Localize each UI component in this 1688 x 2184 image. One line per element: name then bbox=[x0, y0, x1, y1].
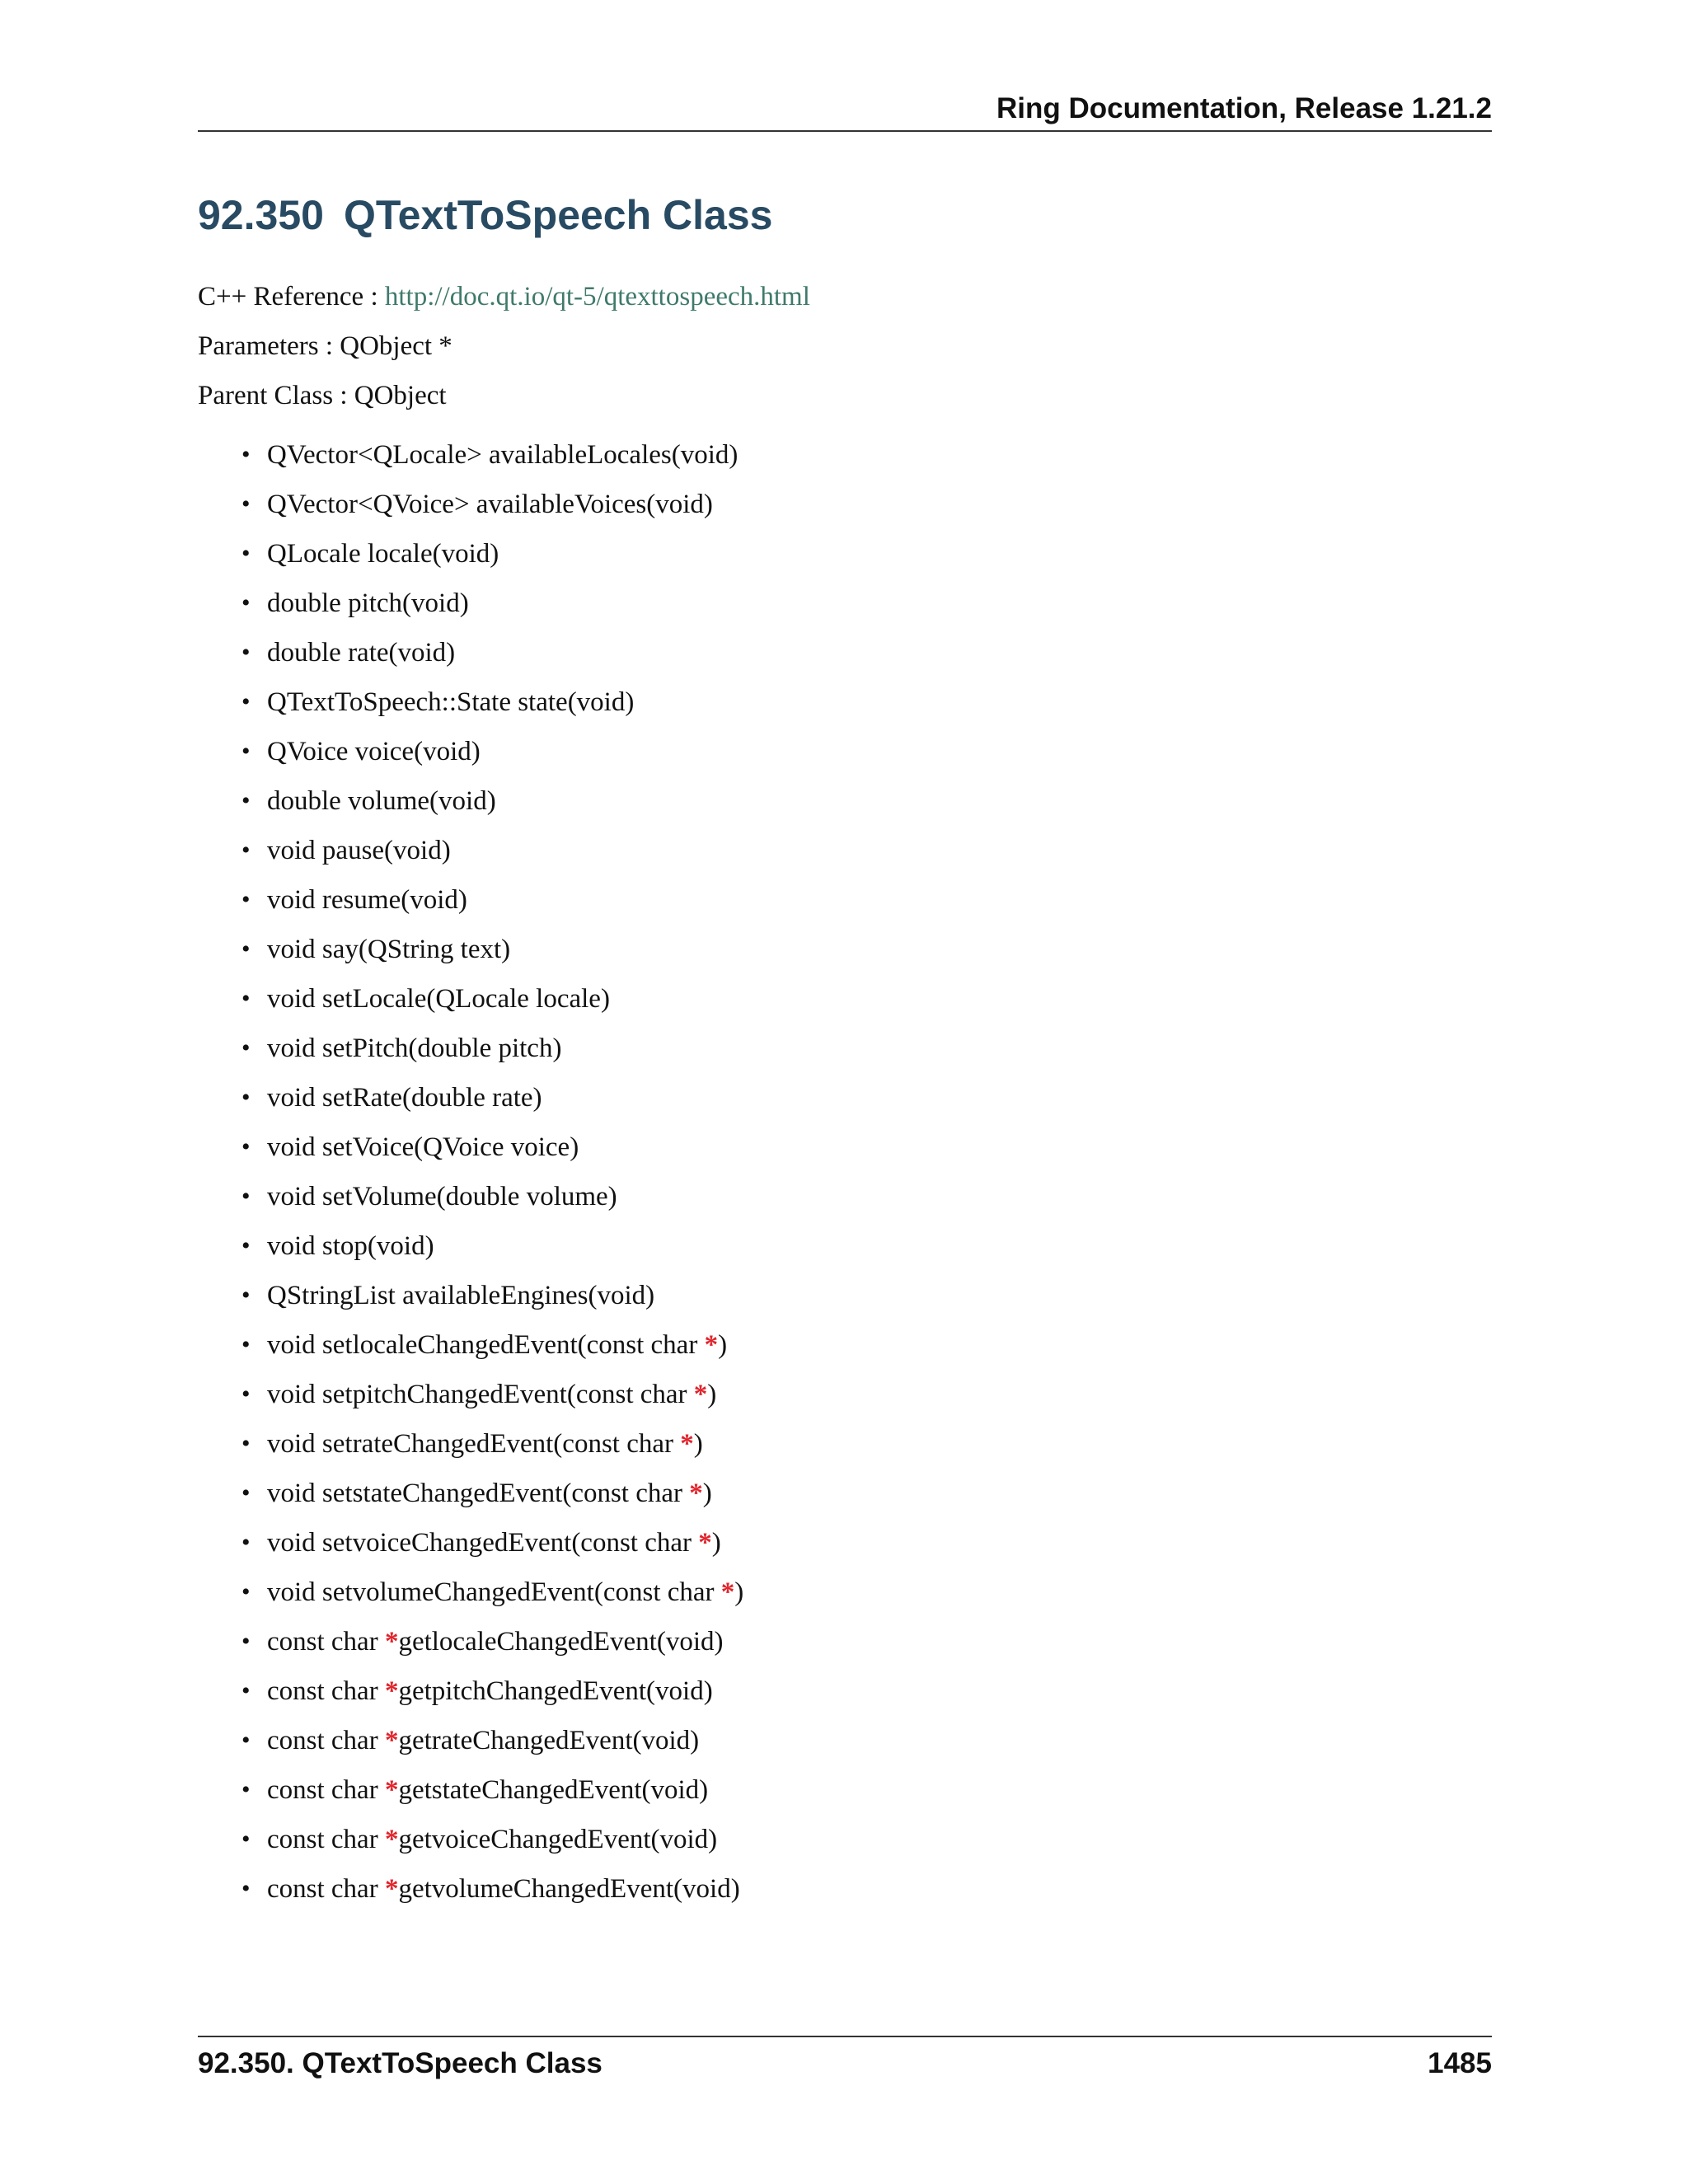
bullet-icon: • bbox=[241, 639, 251, 666]
bullet-icon: • bbox=[241, 1034, 251, 1062]
method-item bbox=[198, 1765, 743, 1815]
method-item bbox=[198, 974, 743, 1024]
method-signature: const char *getvoiceChangedEvent(void) bbox=[267, 1825, 718, 1854]
bullet-icon: • bbox=[241, 1776, 251, 1803]
pointer-star: * bbox=[698, 1528, 712, 1558]
bullet-icon: • bbox=[241, 1825, 251, 1853]
method-item bbox=[198, 430, 743, 480]
method-signature: void setpitchChangedEvent(const char *) bbox=[267, 1380, 717, 1409]
method-item bbox=[198, 1370, 743, 1419]
method-item bbox=[198, 677, 743, 727]
method-item bbox=[198, 1666, 743, 1716]
method-item bbox=[198, 1320, 743, 1370]
method-signature: QLocale locale(void) bbox=[267, 539, 499, 569]
method-signature: void say(QString text) bbox=[267, 935, 511, 964]
method-item bbox=[198, 1073, 743, 1122]
method-item bbox=[198, 1815, 743, 1864]
bullet-icon: • bbox=[241, 787, 251, 814]
method-item bbox=[198, 480, 743, 529]
method-signature: void stop(void) bbox=[267, 1231, 434, 1261]
method-signature: void setRate(double rate) bbox=[267, 1083, 542, 1113]
method-signature: const char *getvolumeChangedEvent(void) bbox=[267, 1874, 740, 1904]
pointer-star: * bbox=[384, 1726, 399, 1755]
pointer-star: * bbox=[384, 1775, 399, 1805]
method-item bbox=[198, 579, 743, 628]
section-number: 92.350 bbox=[198, 192, 324, 238]
pointer-star: * bbox=[689, 1479, 703, 1508]
pointer-star: * bbox=[384, 1825, 399, 1854]
bullet-icon: • bbox=[241, 1133, 251, 1160]
method-signature: const char *getpitchChangedEvent(void) bbox=[267, 1676, 713, 1706]
method-signature: void setlocaleChangedEvent(const char *) bbox=[267, 1330, 728, 1360]
cpp-reference-link[interactable]: http://doc.qt.io/qt-5/qtexttospeech.html bbox=[384, 282, 810, 312]
bullet-icon: • bbox=[241, 1183, 251, 1210]
method-signature: void setstateChangedEvent(const char *) bbox=[267, 1479, 712, 1508]
page-footer bbox=[198, 2036, 1492, 2087]
bullet-icon: • bbox=[241, 1529, 251, 1556]
method-signature: void setVolume(double volume) bbox=[267, 1182, 617, 1212]
method-item bbox=[198, 1518, 743, 1568]
bullet-icon: • bbox=[241, 589, 251, 616]
bullet-icon: • bbox=[241, 1084, 251, 1111]
page-number: 1485 bbox=[1428, 2047, 1492, 2079]
method-signature: QStringList availableEngines(void) bbox=[267, 1281, 655, 1310]
bullet-icon: • bbox=[241, 688, 251, 715]
method-item bbox=[198, 1172, 743, 1221]
bullet-icon: • bbox=[241, 1578, 251, 1605]
bullet-icon: • bbox=[241, 441, 251, 468]
method-signature: void resume(void) bbox=[267, 885, 467, 915]
method-item bbox=[198, 529, 743, 579]
page-header bbox=[198, 89, 1492, 132]
parent-class-line: Parent Class : QObject bbox=[198, 381, 447, 410]
cpp-reference-line bbox=[198, 282, 810, 312]
section-title: QTextToSpeech Class bbox=[343, 192, 773, 238]
bullet-icon: • bbox=[241, 1331, 251, 1358]
method-item bbox=[198, 826, 743, 875]
method-item bbox=[198, 1221, 743, 1271]
method-signature: const char *getrateChangedEvent(void) bbox=[267, 1726, 700, 1755]
bullet-icon: • bbox=[241, 1875, 251, 1902]
pointer-star: * bbox=[720, 1577, 735, 1607]
method-item bbox=[198, 1419, 743, 1469]
method-signature: double rate(void) bbox=[267, 638, 456, 668]
pointer-star: * bbox=[680, 1429, 694, 1459]
pointer-star: * bbox=[384, 1676, 399, 1706]
method-signature: void setVoice(QVoice voice) bbox=[267, 1132, 579, 1162]
document-title: Ring Documentation, Release 1.21.2 bbox=[996, 92, 1492, 124]
pointer-star: * bbox=[693, 1380, 708, 1409]
method-signature: QVector<QLocale> availableLocales(void) bbox=[267, 440, 738, 470]
methods-list bbox=[198, 430, 743, 1914]
method-item bbox=[198, 1864, 743, 1914]
pointer-star: * bbox=[384, 1874, 399, 1904]
method-item bbox=[198, 1617, 743, 1666]
method-signature: const char *getstateChangedEvent(void) bbox=[267, 1775, 709, 1805]
bullet-icon: • bbox=[241, 540, 251, 567]
parameters-line: Parameters : QObject * bbox=[198, 331, 452, 361]
method-item bbox=[198, 1122, 743, 1172]
method-item bbox=[198, 1469, 743, 1518]
bullet-icon: • bbox=[241, 1677, 251, 1704]
method-signature: void setvoiceChangedEvent(const char *) bbox=[267, 1528, 721, 1558]
method-item bbox=[198, 1716, 743, 1765]
method-signature: void pause(void) bbox=[267, 836, 451, 865]
bullet-icon: • bbox=[241, 886, 251, 913]
bullet-icon: • bbox=[241, 1479, 251, 1507]
method-item bbox=[198, 776, 743, 826]
method-signature: double pitch(void) bbox=[267, 588, 469, 618]
bullet-icon: • bbox=[241, 1380, 251, 1408]
method-signature: QTextToSpeech::State state(void) bbox=[267, 687, 635, 717]
method-item bbox=[198, 875, 743, 925]
method-item bbox=[198, 727, 743, 776]
cpp-reference-label: C++ Reference : bbox=[198, 282, 385, 312]
method-signature: const char *getlocaleChangedEvent(void) bbox=[267, 1627, 724, 1657]
pointer-star: * bbox=[704, 1330, 719, 1360]
bullet-icon: • bbox=[241, 1430, 251, 1457]
method-signature: void setrateChangedEvent(const char *) bbox=[267, 1429, 703, 1459]
section-heading bbox=[198, 191, 772, 239]
method-signature: void setvolumeChangedEvent(const char *) bbox=[267, 1577, 744, 1607]
bullet-icon: • bbox=[241, 738, 251, 765]
bullet-icon: • bbox=[241, 1628, 251, 1655]
method-item bbox=[198, 1568, 743, 1617]
method-item bbox=[198, 628, 743, 677]
bullet-icon: • bbox=[241, 1727, 251, 1754]
method-item bbox=[198, 1024, 743, 1073]
bullet-icon: • bbox=[241, 985, 251, 1012]
footer-section-label: 92.350. QTextToSpeech Class bbox=[198, 2047, 603, 2079]
method-signature: double volume(void) bbox=[267, 786, 496, 816]
bullet-icon: • bbox=[241, 837, 251, 864]
method-signature: void setLocale(QLocale locale) bbox=[267, 984, 610, 1014]
pointer-star: * bbox=[384, 1627, 399, 1657]
bullet-icon: • bbox=[241, 1232, 251, 1259]
method-signature: void setPitch(double pitch) bbox=[267, 1033, 562, 1063]
bullet-icon: • bbox=[241, 490, 251, 518]
bullet-icon: • bbox=[241, 935, 251, 963]
method-signature: QVector<QVoice> availableVoices(void) bbox=[267, 490, 713, 519]
method-signature: QVoice voice(void) bbox=[267, 737, 481, 766]
method-item bbox=[198, 925, 743, 974]
bullet-icon: • bbox=[241, 1282, 251, 1309]
method-item bbox=[198, 1271, 743, 1320]
